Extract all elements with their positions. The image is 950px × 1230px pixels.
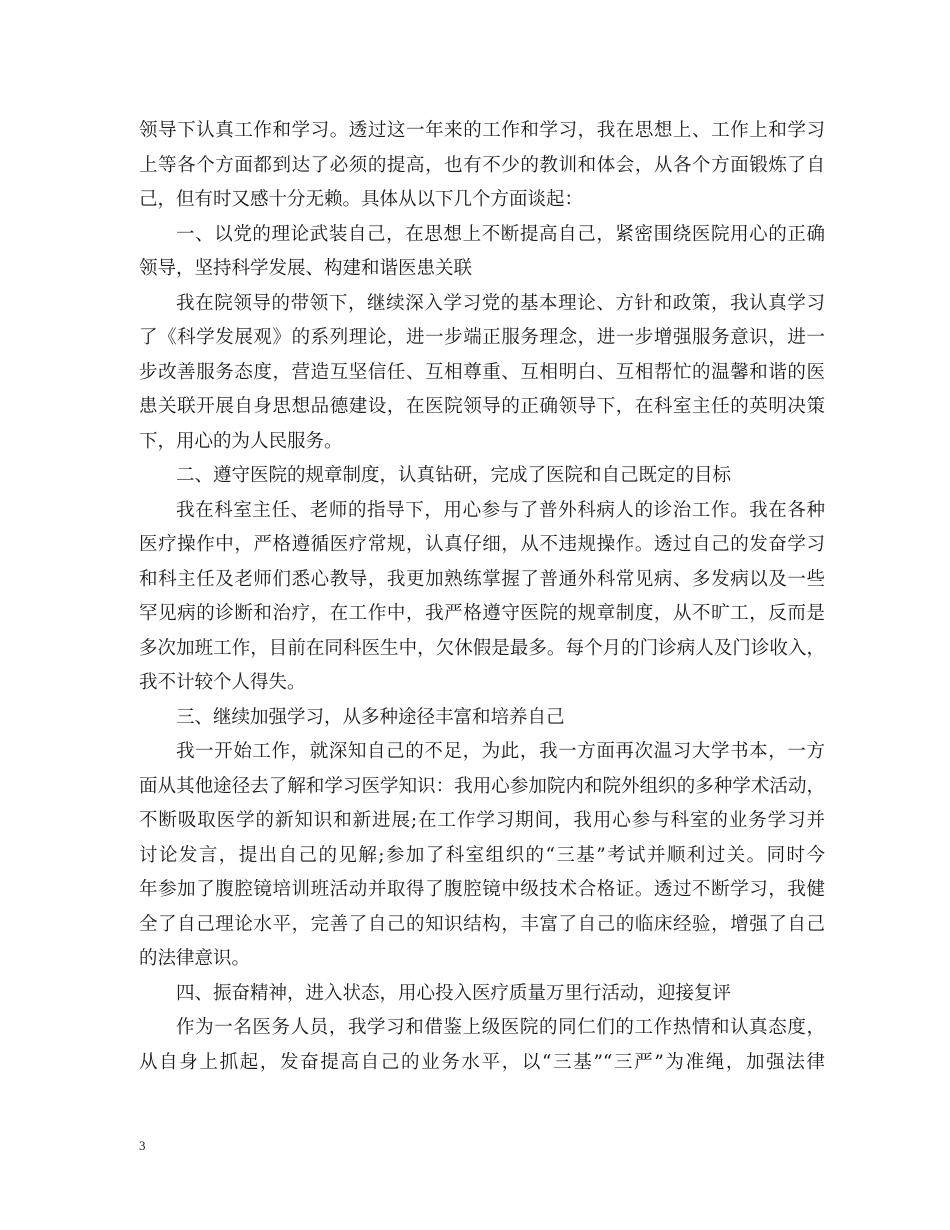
text-line: 医疗操作中，严格遵循医疗常规，认真仔细，从不违规操作。透过自己的发奋学习 bbox=[139, 534, 825, 555]
text-line: 面从其他途径去了解和学习医学知识：我用心参加院内和院外组织的多种学术活动， bbox=[139, 775, 825, 797]
text-line: 领导下认真工作和学习。透过这一年来的工作和学习，我在思想上、工作上和学习 bbox=[139, 120, 825, 141]
text-line: 年参加了腹腔镜培训班活动并取得了腹腔镜中级技术合格证。透过不断学习，我健 bbox=[139, 879, 825, 900]
text-line: 上等各个方面都到达了必须的提高，也有不少的教训和体会，从各个方面锻炼了自 bbox=[139, 154, 825, 176]
text-line: 了《科学发展观》的系列理论，进一步端正服务理念，进一步增强服务意识，进一 bbox=[139, 327, 825, 348]
text-line: 患关联开展自身思想品德建设，在医院领导的正确领导下，在科室主任的英明决策 bbox=[139, 396, 825, 417]
section-heading-1-line-2: 领导，坚持科学发展、构建和谐医患关联 bbox=[139, 258, 473, 279]
section-heading-4: 四、振奋精神，进入状态，用心投入医疗质量万里行活动，迎接复评 bbox=[176, 982, 732, 1004]
text-line: 和科主任及老师们悉心教导，我更加熟练掌握了普通外科常见病、多发病以及一些 bbox=[139, 568, 825, 590]
text-line: 罕见病的诊断和治疗，在工作中，我严格遵守医院的规章制度，从不旷工，反而是 bbox=[139, 603, 825, 624]
text-line: 我在科室主任、老师的指导下，用心参与了普外科病人的诊治工作。我在各种 bbox=[176, 499, 825, 521]
text-line: 讨论发言，提出自己的见解;参加了科室组织的“三基”考试并顺利过关。同时今 bbox=[139, 844, 825, 866]
page-number: 3 bbox=[139, 1138, 146, 1153]
text-line: 作为一名医务人员，我学习和借鉴上级医院的同仁们的工作热情和认真态度， bbox=[176, 1017, 825, 1038]
section-heading-2: 二、遵守医院的规章制度，认真钻研，完成了医院和自己既定的目标 bbox=[176, 465, 732, 486]
text-line: 我在院领导的带领下，继续深入学习党的基本理论、方针和政策，我认真学习 bbox=[176, 292, 825, 314]
text-line: 全了自己理论水平，完善了自己的知识结构，丰富了自己的临床经验，增强了自己 bbox=[139, 913, 825, 935]
text-line: 的法律意识。 bbox=[139, 948, 251, 969]
text-line: 己，但有时又感十分无赖。具体从以下几个方面谈起： bbox=[139, 189, 584, 210]
section-heading-1-line-1: 一、以党的理论武装自己，在思想上不断提高自己，紧密围绕医院用心的正确 bbox=[176, 223, 825, 245]
text-line: 不断吸取医学的新知识和新进展;在工作学习期间，我用心参与科室的业务学习并 bbox=[139, 810, 825, 831]
body-text bbox=[139, 114, 825, 1080]
text-line: 多次加班工作，目前在同科医生中，欠休假是最多。每个月的门诊病人及门诊收入， bbox=[139, 637, 825, 659]
section-heading-3: 三、继续加强学习，从多种途径丰富和培养自己 bbox=[176, 706, 565, 728]
text-line: 我不计较个人得失。 bbox=[139, 672, 306, 693]
text-line: 下，用心的为人民服务。 bbox=[139, 430, 343, 452]
text-line: 我一开始工作，就深知自己的不足，为此，我一方面再次温习大学书本，一方 bbox=[176, 741, 825, 762]
text-line: 步改善服务态度，营造互坚信任、互相尊重、互相明白、互相帮忙的温馨和谐的医 bbox=[139, 361, 825, 383]
text-line: 从自身上抓起，发奋提高自己的业务水平，以“三基”“三严”为准绳，加强法律 bbox=[139, 1051, 825, 1073]
